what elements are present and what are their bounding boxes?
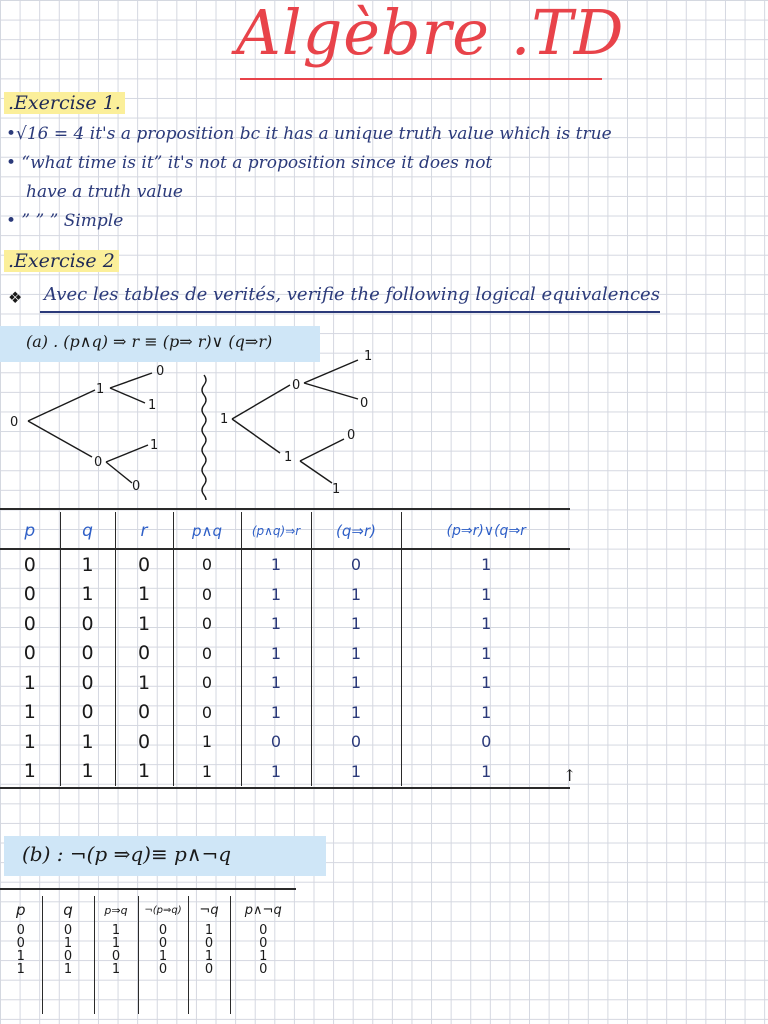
table-cell: 1 bbox=[63, 936, 73, 951]
table-cell: 0 bbox=[259, 962, 268, 977]
table-column bbox=[138, 924, 188, 1014]
table-cell: 0 bbox=[173, 550, 241, 580]
table-cell: 1 bbox=[115, 580, 173, 610]
table-cell: 1 bbox=[115, 609, 173, 639]
table-cell: 0 bbox=[173, 698, 241, 728]
tree-branch bbox=[300, 461, 332, 483]
table-cell: 0 bbox=[115, 639, 173, 669]
tree-right-upper-child-2: 0 bbox=[360, 396, 369, 411]
table-cell: 1 bbox=[115, 757, 173, 787]
part-a-label: (a) . (p∧q) ⇒ r ≡ (p⇒ r)∨ (q⇒r) bbox=[26, 332, 273, 351]
table-cell: 0 bbox=[158, 936, 168, 951]
table-cell: 1 bbox=[241, 580, 311, 610]
table-cell: 1 bbox=[481, 614, 492, 634]
table-cell: 1 bbox=[241, 668, 311, 698]
header-cell: ¬(p⇒q) bbox=[138, 896, 188, 924]
table-cell: 1 bbox=[311, 609, 401, 639]
header-cell: (q⇒r) bbox=[311, 512, 401, 550]
table-cell: 1 bbox=[158, 949, 168, 964]
table-cell: 1 bbox=[204, 923, 214, 938]
table-cell: 1 bbox=[241, 639, 311, 669]
separator-wavy-line bbox=[202, 375, 206, 500]
table-cell: 0 bbox=[60, 609, 115, 639]
table-cell: 0 bbox=[115, 727, 173, 757]
table-cell: 1 bbox=[0, 668, 60, 698]
tree-branch bbox=[232, 419, 280, 453]
table-cell: 1 bbox=[311, 757, 401, 787]
table-cell: 1 bbox=[173, 727, 241, 757]
tree-right-lower-child-1: 0 bbox=[347, 428, 356, 443]
table-cell: 1 bbox=[204, 949, 214, 964]
table-b-top-rule bbox=[0, 888, 296, 890]
table-a-top-rule bbox=[0, 508, 570, 510]
tree-branch bbox=[110, 373, 152, 388]
truth-tree-diagram bbox=[0, 335, 420, 500]
table-cell: 1 bbox=[16, 949, 25, 964]
table-row bbox=[0, 668, 571, 698]
exercise-1-line-3: have a truth value bbox=[26, 182, 183, 202]
table-cell: 0 bbox=[204, 936, 214, 951]
table-cell: 1 bbox=[0, 757, 60, 787]
table-cell: 1 bbox=[0, 698, 60, 728]
header-cell: q bbox=[42, 896, 94, 924]
table-cell: 0 bbox=[0, 580, 60, 610]
table-cell: 0 bbox=[0, 639, 60, 669]
table-cell: 1 bbox=[173, 757, 241, 787]
diamond-bullet-icon: ❖ bbox=[8, 288, 23, 307]
table-cell: 0 bbox=[158, 962, 168, 977]
table-cell: 0 bbox=[311, 727, 401, 757]
table-cell: 0 bbox=[60, 698, 115, 728]
table-cell: 1 bbox=[60, 550, 115, 580]
table-cell: 0 bbox=[259, 936, 268, 951]
exercise-2-instruction: Avec les tables de verités, verifie the following logical equivalences bbox=[44, 284, 660, 305]
table-cell: 0 bbox=[16, 923, 25, 938]
table-cell: 0 bbox=[158, 923, 168, 938]
table-row bbox=[0, 639, 571, 669]
tree-branch bbox=[300, 439, 344, 461]
table-cell: 0 bbox=[60, 668, 115, 698]
instruction-underline bbox=[40, 311, 660, 313]
table-cell: 1 bbox=[241, 698, 311, 728]
table-column bbox=[94, 924, 138, 1014]
table-cell: 0 bbox=[173, 668, 241, 698]
tree-left-lower-child-2: 0 bbox=[132, 479, 141, 494]
header-cell: p bbox=[0, 896, 42, 924]
table-cell: 1 bbox=[60, 727, 115, 757]
exercise-2-heading: .Exercise 2 bbox=[4, 250, 119, 272]
truth-table-a bbox=[0, 512, 571, 786]
table-cell: 1 bbox=[111, 962, 121, 977]
tree-branch bbox=[106, 462, 132, 483]
tree-branch bbox=[110, 388, 145, 403]
tree-left-lower-child-1: 1 bbox=[150, 438, 159, 453]
table-cell: 0 bbox=[115, 698, 173, 728]
table-cell: 0 bbox=[173, 609, 241, 639]
table-cell: 1 bbox=[481, 702, 492, 722]
exercise-1-heading: .Exercise 1. bbox=[4, 92, 125, 114]
table-row bbox=[0, 698, 571, 728]
table-cell: 0 bbox=[0, 550, 60, 580]
table-cell: 1 bbox=[481, 584, 492, 604]
tree-branch bbox=[232, 385, 290, 419]
tree-right-lower-child-2: 1 bbox=[332, 482, 341, 497]
table-row bbox=[0, 550, 571, 580]
table-a-bottom-rule bbox=[0, 787, 570, 789]
table-cell: 1 bbox=[111, 936, 121, 951]
table-cell: 1 bbox=[111, 923, 121, 938]
tree-left-root: 0 bbox=[10, 415, 19, 430]
table-cell: 1 bbox=[311, 639, 401, 669]
table-cell: 1 bbox=[481, 555, 492, 575]
tree-branch bbox=[28, 390, 95, 421]
table-cell: 1 bbox=[115, 668, 173, 698]
table-row bbox=[0, 757, 571, 787]
tree-left-upper: 1 bbox=[96, 382, 105, 397]
header-cell: ¬q bbox=[188, 896, 230, 924]
table-cell: 0 bbox=[241, 727, 311, 757]
table-cell: 1 bbox=[481, 761, 492, 781]
header-cell: r bbox=[115, 512, 173, 550]
table-cell: 1 bbox=[481, 643, 492, 663]
tree-right-lower: 1 bbox=[284, 450, 293, 465]
part-b-label: (b) : ¬(p ⇒q)≡ p∧¬q bbox=[22, 842, 232, 866]
table-cell: 0 bbox=[259, 923, 268, 938]
table-cell: 1 bbox=[311, 668, 401, 698]
table-cell: 1 bbox=[16, 962, 25, 977]
table-cell: 1 bbox=[63, 962, 73, 977]
table-column bbox=[230, 924, 296, 1014]
table-cell: 0 bbox=[173, 580, 241, 610]
table-cell: 0 bbox=[63, 923, 73, 938]
title-underline bbox=[240, 78, 602, 80]
tree-left-lower: 0 bbox=[94, 455, 103, 470]
arrow-up-icon: ↑ bbox=[563, 766, 577, 785]
table-cell: 0 bbox=[311, 550, 401, 580]
table-column bbox=[0, 924, 42, 1014]
header-cell: q bbox=[60, 512, 115, 550]
exercise-1-line-1: •√16 = 4 it's a proposition bc it has a unique truth value which is true bbox=[6, 124, 612, 144]
table-cell: 0 bbox=[60, 639, 115, 669]
table-cell: 0 bbox=[481, 732, 492, 752]
table-column bbox=[188, 924, 230, 1014]
table-cell: 1 bbox=[0, 727, 60, 757]
truth-table-b bbox=[0, 896, 296, 1014]
tree-branch bbox=[304, 360, 358, 383]
tree-branch bbox=[28, 421, 92, 457]
header-cell: p∧q bbox=[173, 512, 241, 550]
tree-branch bbox=[106, 445, 148, 462]
table-row bbox=[0, 727, 571, 757]
table-column bbox=[42, 924, 94, 1014]
table-cell: 1 bbox=[60, 757, 115, 787]
tree-right-upper: 0 bbox=[292, 378, 301, 393]
table-row bbox=[0, 609, 571, 639]
exercise-1-line-2: • “what time is it” it's not a proposition since it does not bbox=[6, 153, 493, 173]
table-cell: 0 bbox=[63, 949, 73, 964]
table-cell: 1 bbox=[60, 580, 115, 610]
page-title: Algèbre .TD bbox=[236, 0, 625, 69]
header-cell: p⇒q bbox=[94, 896, 138, 924]
table-cell: 0 bbox=[0, 609, 60, 639]
header-cell: p bbox=[0, 512, 60, 550]
tree-right-upper-child-1: 1 bbox=[364, 349, 373, 364]
table-cell: 1 bbox=[311, 698, 401, 728]
table-cell: 1 bbox=[241, 550, 311, 580]
table-cell: 1 bbox=[241, 609, 311, 639]
tree-left-upper-child-1: 0 bbox=[156, 364, 165, 379]
table-cell: 0 bbox=[16, 936, 25, 951]
table-cell: 1 bbox=[311, 580, 401, 610]
tree-right-root: 1 bbox=[220, 412, 229, 427]
header-cell: (p⇒r)∨(q⇒r bbox=[446, 523, 526, 539]
tree-branch bbox=[304, 383, 358, 399]
tree-left-upper-child-2: 1 bbox=[148, 398, 157, 413]
table-row bbox=[0, 580, 571, 610]
table-cell: 1 bbox=[241, 757, 311, 787]
exercise-1-line-4: • ” ” ” Simple bbox=[6, 211, 124, 231]
table-cell: 0 bbox=[111, 949, 121, 964]
table-cell: 0 bbox=[173, 639, 241, 669]
table-cell: 0 bbox=[115, 550, 173, 580]
table-cell: 1 bbox=[481, 673, 492, 693]
header-cell: (p∧q)⇒r bbox=[241, 512, 311, 550]
header-cell: p∧¬q bbox=[244, 902, 282, 918]
table-cell: 0 bbox=[204, 962, 214, 977]
table-cell: 1 bbox=[259, 949, 268, 964]
